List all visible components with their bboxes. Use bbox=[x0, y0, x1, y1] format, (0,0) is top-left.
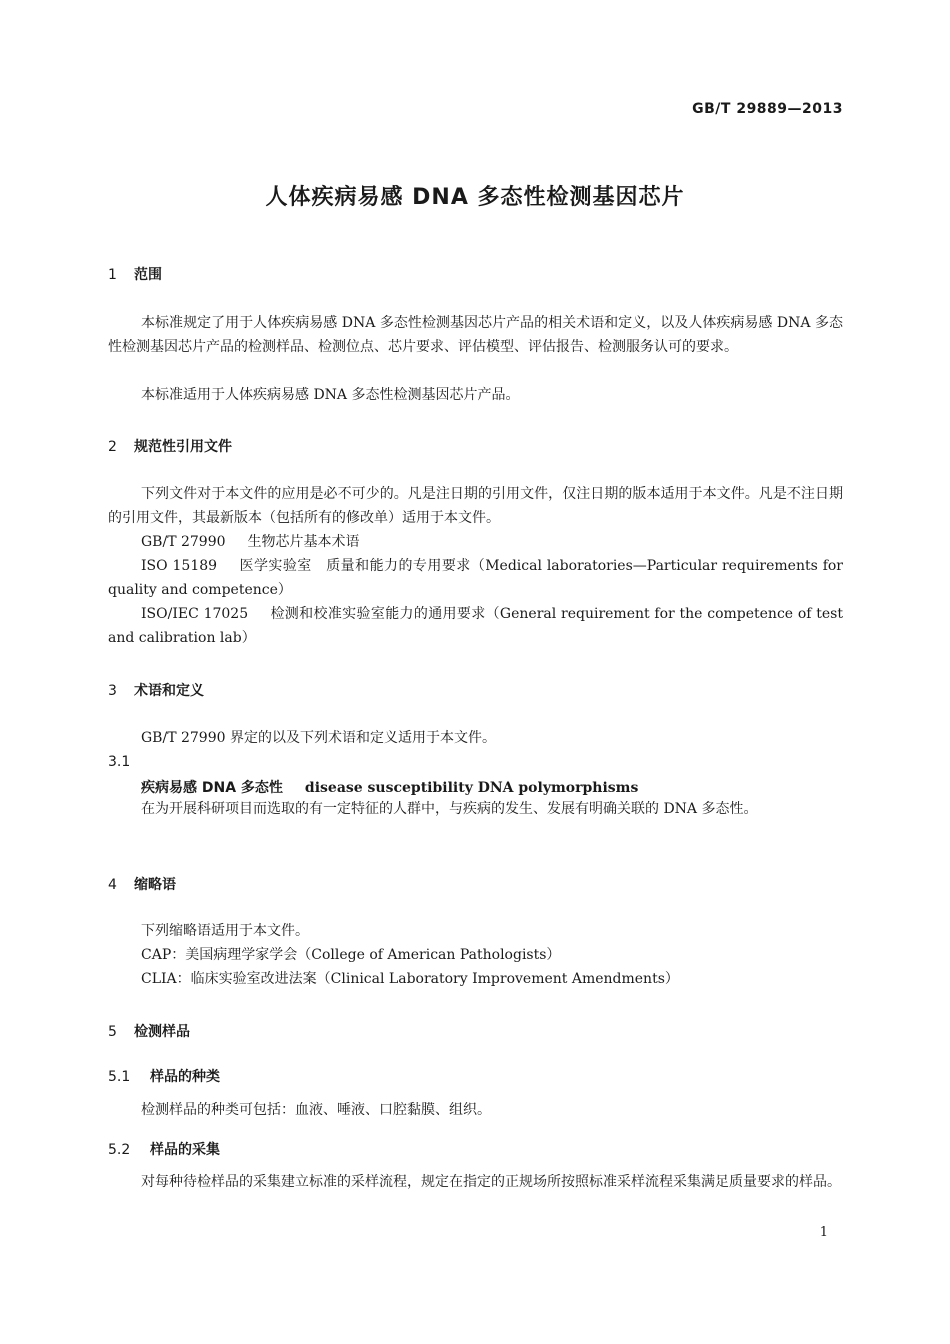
reference-title: 检测和校准实验室能力的通用要求（General requirement for the competence of test and calibration lab） bbox=[108, 606, 843, 646]
section-title: 检测样品 bbox=[134, 1024, 190, 1040]
section-1-heading bbox=[108, 264, 162, 284]
term-chinese: 疾病易感 DNA 多态性 bbox=[141, 780, 283, 796]
term-definition: 在为开展科研项目而选取的有一定特征的人群中，与疾病的发生、发展有明确关联的 DNA 多态性。 bbox=[141, 801, 758, 817]
subsection-5-2-paragraph: 对每种待检样品的采集建立标准的采样流程，规定在指定的正规场所按照标准采样流程采集满足质量要求的样品。 bbox=[141, 1174, 841, 1190]
section-number: 2 bbox=[108, 439, 117, 455]
abbreviation-item: CAP：美国病理学家学会（College of American Pathologists） bbox=[141, 947, 561, 963]
section-4-heading bbox=[108, 874, 176, 894]
section-3-heading bbox=[108, 680, 204, 700]
section-4-paragraph-1: 下列缩略语适用于本文件。 bbox=[141, 923, 309, 939]
subsection-5-2-heading bbox=[108, 1139, 220, 1159]
section-title: 术语和定义 bbox=[134, 683, 204, 699]
reference-item bbox=[141, 530, 360, 554]
reference-code: ISO/IEC 17025 bbox=[141, 606, 249, 622]
section-2-heading bbox=[108, 436, 232, 456]
abbreviation-item: CLIA：临床实验室改进法案（Clinical Laboratory Improvement Amendments） bbox=[141, 971, 679, 987]
reference-title: 医学实验室 质量和能力的专用要求（Medical laboratories—Particular requirements for quality and competence） bbox=[108, 558, 843, 598]
section-5-heading bbox=[108, 1021, 190, 1041]
document-title: 人体疾病易感 DNA 多态性检测基因芯片 bbox=[265, 185, 685, 210]
section-1-paragraph-1: 本标准规定了用于人体疾病易感 DNA 多态性检测基因芯片产品的相关术语和定义，以及人体疾病易感 DNA 多态性检测基因芯片产品的检测样品、检测位点、芯片要求、评估模型、评估报告、检测服务认可的要求。 bbox=[108, 315, 843, 355]
section-number: 5 bbox=[108, 1024, 117, 1040]
section-1-paragraph-2: 本标准适用于人体疾病易感 DNA 多态性检测基因芯片产品。 bbox=[141, 387, 520, 403]
subsection-number: 5.2 bbox=[108, 1142, 131, 1158]
term-entry bbox=[141, 777, 638, 797]
subsection-5-1-paragraph: 检测样品的种类可包括：血液、唾液、口腔黏膜、组织。 bbox=[141, 1102, 491, 1118]
section-2-paragraph-1: 下列文件对于本文件的应用是必不可少的。凡是注日期的引用文件，仅注日期的版本适用于本文件。凡是不注日期的引用文件，其最新版本（包括所有的修改单）适用于本文件。 bbox=[108, 486, 843, 526]
term-number: 3.1 bbox=[108, 754, 131, 770]
section-3-paragraph-1: GB/T 27990 界定的以及下列术语和定义适用于本文件。 bbox=[141, 730, 496, 746]
section-title: 规范性引用文件 bbox=[134, 439, 232, 455]
standard-code: GB/T 29889—2013 bbox=[692, 101, 843, 117]
reference-title: 生物芯片基本术语 bbox=[247, 534, 360, 550]
reference-code: GB/T 27990 bbox=[141, 534, 226, 550]
section-number: 1 bbox=[108, 267, 117, 283]
section-number: 3 bbox=[108, 683, 117, 699]
subsection-title: 样品的种类 bbox=[150, 1069, 220, 1085]
reference-item bbox=[108, 602, 843, 650]
reference-item bbox=[108, 554, 843, 602]
page-number: 1 bbox=[819, 1225, 828, 1240]
term-english: disease susceptibility DNA polymorphisms bbox=[304, 780, 639, 796]
section-title: 缩略语 bbox=[134, 877, 176, 893]
section-title: 范围 bbox=[134, 267, 162, 283]
subsection-number: 5.1 bbox=[108, 1069, 131, 1085]
subsection-5-1-heading bbox=[108, 1066, 220, 1086]
section-number: 4 bbox=[108, 877, 117, 893]
reference-code: ISO 15189 bbox=[141, 558, 218, 574]
subsection-title: 样品的采集 bbox=[150, 1142, 220, 1158]
